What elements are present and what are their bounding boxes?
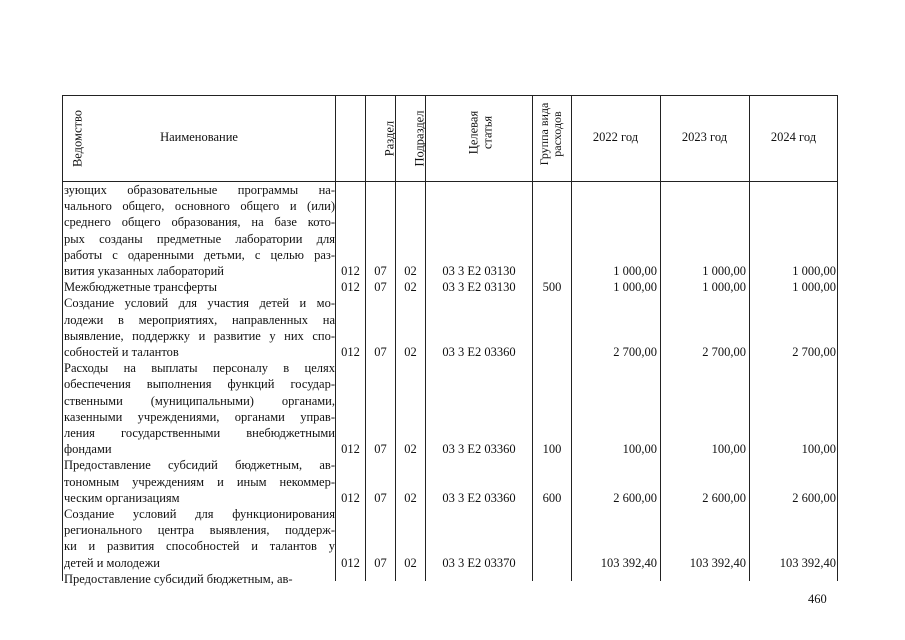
col-divider <box>749 96 750 581</box>
row-name-line: рых созданы предметные лаборатории для <box>64 231 335 246</box>
row-name-line: детей и молодежи <box>64 555 160 570</box>
cell-vr: 600 <box>542 490 562 505</box>
cell-ved: 012 <box>341 442 360 457</box>
cell-podrazdel: 02 <box>404 490 417 505</box>
cell-podrazdel: 02 <box>404 442 417 457</box>
row-name-line: чального общего, основного общего и (или) <box>64 199 335 214</box>
cell-y2023: 103 392,40 <box>689 555 746 570</box>
cell-y2022: 2 700,00 <box>613 345 657 359</box>
cell-y2023: 1 000,00 <box>702 280 746 295</box>
cell-y2024: 1 000,00 <box>792 280 836 295</box>
cell-vr: 100 <box>542 442 562 457</box>
cell-y2023: 100,00 <box>711 442 746 457</box>
cell-razdel: 07 <box>374 345 387 359</box>
row-name-line: работы с одаренными детьми, с целью раз- <box>64 247 335 262</box>
row-name-line: среднего общего образования, на базе кото- <box>64 215 335 230</box>
cell-y2024: 1 000,00 <box>792 264 836 278</box>
page-number: 460 <box>808 592 827 606</box>
col-divider <box>365 96 366 581</box>
cell-y2024: 2 600,00 <box>792 490 836 505</box>
row-name-line: ления государственными внебюджетными <box>64 426 335 440</box>
cell-cs: 03 3 E2 03360 <box>442 490 516 505</box>
row-name-line: Создание условий для участия детей и мо- <box>64 296 335 311</box>
row-name <box>64 571 335 587</box>
header-2024: 2024 год <box>770 130 817 144</box>
row-name-line: Расходы на выплаты персоналу в целях <box>64 361 335 376</box>
row-name-line: выявление, поддержку и развитие у них спо- <box>64 328 335 343</box>
header-vedomstvo: Ведомство <box>70 109 85 168</box>
row-name-line: тономным учреждениям и иным некоммер- <box>64 474 335 489</box>
row-name-line: зующих образовательные программы на- <box>64 183 335 197</box>
cell-y2024: 100,00 <box>801 442 836 457</box>
cell-cs: 03 3 E2 03370 <box>442 555 516 570</box>
row-name <box>64 360 335 457</box>
header-gruppa-1: Группа вида <box>537 102 551 166</box>
header-gruppa-2: расходов <box>550 111 564 157</box>
row-name-line: фондами <box>64 442 112 457</box>
row-name <box>64 279 335 295</box>
cell-razdel: 07 <box>374 555 387 570</box>
row-name-line: Создание условий для функционирования <box>64 507 335 521</box>
cell-cs: 03 3 E2 03130 <box>442 280 516 295</box>
row-name-line: ки и развития способностей и талантов у <box>64 539 335 554</box>
header-2022: 2022 год <box>592 130 639 144</box>
header-celevaya-2: статья <box>480 115 495 150</box>
row-name-line: Межбюджетные трансферты <box>64 280 218 295</box>
cell-ved: 012 <box>341 490 360 505</box>
row-name-line: собностей и талантов <box>64 345 179 359</box>
cell-y2023: 1 000,00 <box>702 264 746 278</box>
cell-ved: 012 <box>341 345 360 359</box>
cell-podrazdel: 02 <box>404 345 417 359</box>
row-name-line: обеспечения выполнения функций государ- <box>64 377 335 392</box>
row-name-line: Предоставление субсидий бюджетным, ав- <box>64 571 293 586</box>
row-name-line: вития указанных лабораторий <box>64 264 224 279</box>
cell-y2022: 100,00 <box>622 442 657 457</box>
cell-razdel: 07 <box>374 264 387 278</box>
col-divider <box>335 96 336 581</box>
cell-cs: 03 3 E2 03130 <box>442 264 516 278</box>
cell-y2024: 103 392,40 <box>779 555 836 570</box>
cell-y2023: 2 700,00 <box>702 345 746 359</box>
row-name-line: лодежи в мероприятиях, направленных на <box>64 312 335 327</box>
col-divider <box>660 96 661 581</box>
cell-razdel: 07 <box>374 280 387 295</box>
cell-vr: 500 <box>542 280 562 295</box>
row-name <box>64 506 335 571</box>
col-divider <box>532 96 533 581</box>
col-divider <box>571 96 572 581</box>
row-name-line: ческим организациям <box>64 490 180 505</box>
cell-razdel: 07 <box>374 442 387 457</box>
cell-razdel: 07 <box>374 490 387 505</box>
header-2023: 2023 год <box>681 130 728 144</box>
cell-ved: 012 <box>341 555 360 570</box>
cell-y2022: 1 000,00 <box>613 280 657 295</box>
cell-podrazdel: 02 <box>404 280 417 295</box>
row-name-line: ственными (муниципальными) органами, <box>64 393 335 408</box>
row-name <box>64 457 335 506</box>
header-celevaya-1: Целевая <box>466 110 481 155</box>
cell-ved: 012 <box>341 280 360 295</box>
row-name-line: казенными учреждениями, органами управ- <box>64 409 335 424</box>
cell-cs: 03 3 E2 03360 <box>442 442 516 457</box>
cell-y2022: 103 392,40 <box>600 555 657 570</box>
cell-y2023: 2 600,00 <box>702 490 746 505</box>
cell-podrazdel: 02 <box>404 264 417 278</box>
cell-y2024: 2 700,00 <box>792 345 836 359</box>
budget-table <box>62 95 838 586</box>
cell-y2022: 1 000,00 <box>613 264 657 278</box>
header-name: Наименование <box>160 130 238 144</box>
row-name <box>64 182 335 279</box>
cell-ved: 012 <box>341 264 360 278</box>
row-name-line: Предоставление субсидий бюджетным, ав- <box>64 458 335 473</box>
cell-podrazdel: 02 <box>404 555 417 570</box>
header-razdel: Раздел <box>382 120 397 157</box>
row-name-line: регионального центра выявления, поддерж- <box>64 523 335 538</box>
cell-y2022: 2 600,00 <box>613 490 657 505</box>
header-podrazdel: Подраздел <box>412 110 427 167</box>
row-name <box>64 295 335 360</box>
cell-cs: 03 3 E2 03360 <box>442 345 516 359</box>
